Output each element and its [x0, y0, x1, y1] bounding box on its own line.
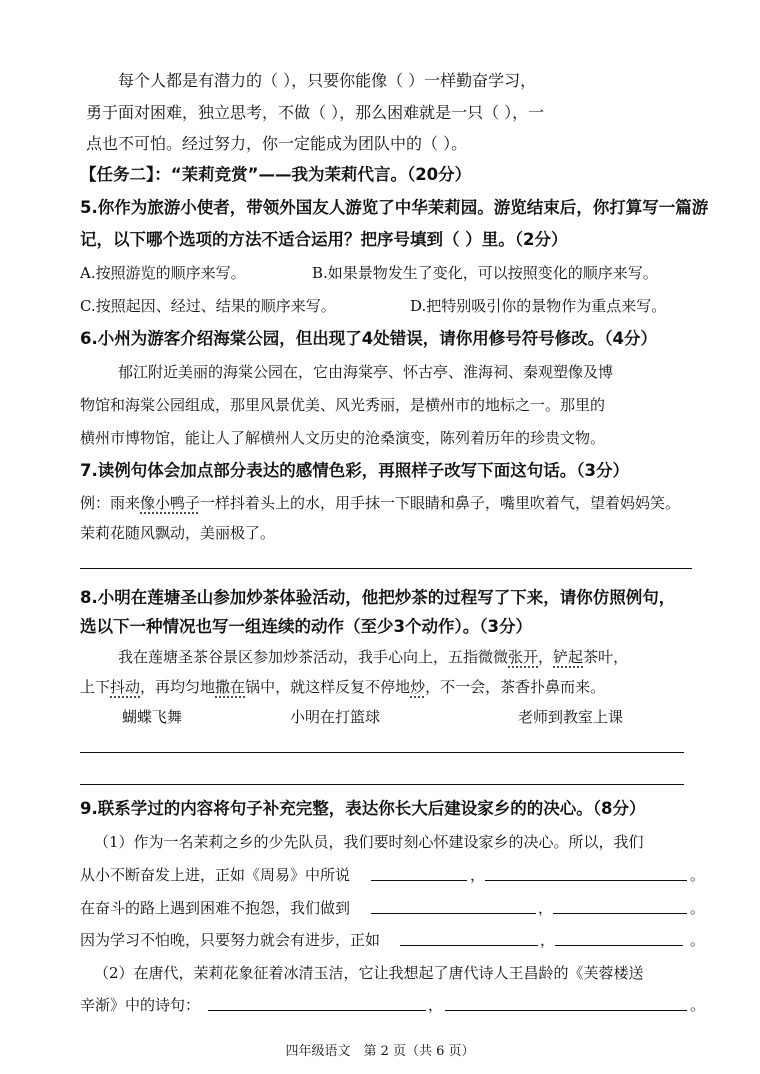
q9-stem: 9.联系学过的内容将句子补充完整，表达你长大后建设家乡的的决心。（8分）: [80, 799, 646, 818]
q7-stem: 7.读例句体会加点部分表达的感情色彩，再照样子改写下面这句话。（3分）: [80, 461, 629, 480]
q9-sub1-line-2: 从小不断奋发上进，正如《周易》中所说: [80, 866, 351, 884]
q5-option-b: B.如果景物发生了变化，可以按照变化的顺序来写。: [312, 264, 658, 282]
q7-example: [80, 492, 680, 514]
q9-sub2-line-1: （2）在唐代，茉莉花象征着冰清玉洁，它让我想起了唐代诗人王昌龄的《芙蓉楼送: [94, 964, 644, 982]
q9-sub1-line-3: 在奋斗的路上遇到困难不抱怨，我们做到: [80, 899, 351, 917]
intro-line-1: 每个人都是有潜力的（ ），只要你能像（ ）一样勤奋学习，: [118, 71, 537, 90]
q9-sub1-line-1: （1）作为一名茉莉之乡的少先队员，我们要时刻心怀建设家乡的决心。所以，我们: [94, 833, 644, 851]
q5-option-a: A.按照游览的顺序来写。: [80, 264, 246, 282]
q9-blank-3b[interactable]: [555, 945, 683, 946]
q9-period-2: 。: [690, 899, 706, 917]
q8-choice-1: 蝴蝶飞舞: [122, 708, 183, 726]
q5-option-d: D.把特别吸引你的景物作为重点来写。: [410, 297, 667, 315]
q9-blank-4a[interactable]: [208, 1010, 426, 1011]
q6-passage-3: 横州市博物馆，能让人了解横州人文历史的沧桑演变，陈列着历年的珍贵文物。: [80, 429, 606, 447]
q8-ex2-dotted-1: 抖动: [110, 678, 141, 696]
q9-blank-4b[interactable]: [445, 1010, 687, 1011]
q8-example-1: [118, 646, 628, 668]
q9-blank-2a[interactable]: [371, 913, 536, 914]
q8-ex1-text-b: ，: [538, 648, 554, 666]
q9-period-3: 。: [690, 931, 706, 949]
q8-choice-3: 老师到教室上课: [518, 708, 624, 726]
q7-example-b: 一样抖着头上的水，用手抹一下眼睛和鼻子，嘴里吹着气，望着妈妈笑。: [200, 494, 681, 512]
q8-ex1-text-c: 茶叶，: [583, 648, 629, 666]
q9-sub2-line-2: 辛渐》中的诗句：: [80, 996, 201, 1014]
q5-option-c: C.按照起因、经过、结果的顺序来写。: [80, 297, 336, 315]
q9-blank-1b[interactable]: [485, 880, 687, 881]
q9-sub1-line-4: 因为学习不怕晚，只要努力就会有进步，正如: [80, 931, 381, 949]
task2-title: 【任务二】：“茉莉竞赏”——我为茉莉代言。（20分）: [80, 165, 472, 184]
q7-answer-line[interactable]: [80, 568, 692, 569]
q8-answer-line-1[interactable]: [80, 752, 684, 753]
q9-comma-4: ，: [428, 996, 444, 1014]
q9-blank-3a[interactable]: [400, 945, 538, 946]
q6-stem: 6.小州为游客介绍海棠公园，但出现了4处错误，请你用修号符号修改。（4分）: [80, 329, 657, 348]
q5-stem-1: 5.你作为旅游小使者，带领外国友人游览了中华茉莉园。游览结束后，你打算写一篇游: [80, 198, 709, 217]
q8-stem-2: 选以下一种情况也写一组连续的动作（至少3个动作）。（3分）: [80, 617, 532, 636]
q8-ex2-text-c: 锅中，就这样反复不停地: [245, 678, 411, 696]
q8-ex2-text-b: ，再均匀地: [140, 678, 216, 696]
q5-stem-2: 记，以下哪个选项的方法不适合运用？把序号填到（ ）里。（2分）: [80, 230, 568, 249]
q8-choice-2: 小明在打篮球: [290, 708, 381, 726]
page-footer: 四年级语文 第 2 页（共 6 页）: [285, 1044, 475, 1059]
intro-line-3: 点也不可怕。经过努力，你一定能成为团队中的（ ）。: [86, 134, 468, 153]
q8-answer-line-2[interactable]: [80, 784, 684, 785]
q8-ex2-dotted-2: 撒在: [215, 678, 246, 696]
q9-comma-1: ，: [470, 866, 486, 884]
q8-ex2-dotted-3: 炒: [410, 678, 426, 696]
q6-passage-1: 郁江附近美丽的海棠公园在，它由海棠亭、怀古亭、淮海祠、秦观塑像及博: [118, 363, 614, 381]
q9-blank-2b[interactable]: [553, 913, 687, 914]
q8-ex1-text-a: 我在莲塘圣茶谷景区参加炒茶活动，我手心向上，五指微微: [118, 648, 509, 666]
q6-passage-2: 物馆和海棠公园组成，那里风景优美、风光秀丽，是横州市的地标之一。那里的: [80, 396, 606, 414]
q8-ex2-text-e: ，不一会，茶香扑鼻而来。: [425, 678, 606, 696]
q9-comma-2: ，: [538, 899, 554, 917]
q9-comma-3: ，: [540, 931, 556, 949]
q8-stem-1: 8.小明在莲塘圣山参加炒茶体验活动，他把炒茶的过程写了下来，请你仿照例句，: [80, 588, 676, 607]
q7-example-a: 例：雨来: [80, 494, 141, 512]
q8-example-2: [80, 676, 605, 698]
q9-blank-1a[interactable]: [371, 880, 467, 881]
intro-line-2: 勇于面对困难，独立思考，不做（ ），那么困难就是一只（ ），一: [86, 103, 545, 122]
q9-period-4: 。: [690, 996, 706, 1014]
q7-example-dotted: 像小鸭子: [140, 494, 201, 512]
q9-period-1: 。: [690, 866, 706, 884]
q8-ex2-text-a: 上下: [80, 678, 111, 696]
q8-ex1-dotted-2: 铲起: [553, 648, 584, 666]
q7-sentence: 茉莉花随风飘动，美丽极了。: [80, 524, 276, 542]
q8-ex1-dotted-1: 张开: [508, 648, 539, 666]
